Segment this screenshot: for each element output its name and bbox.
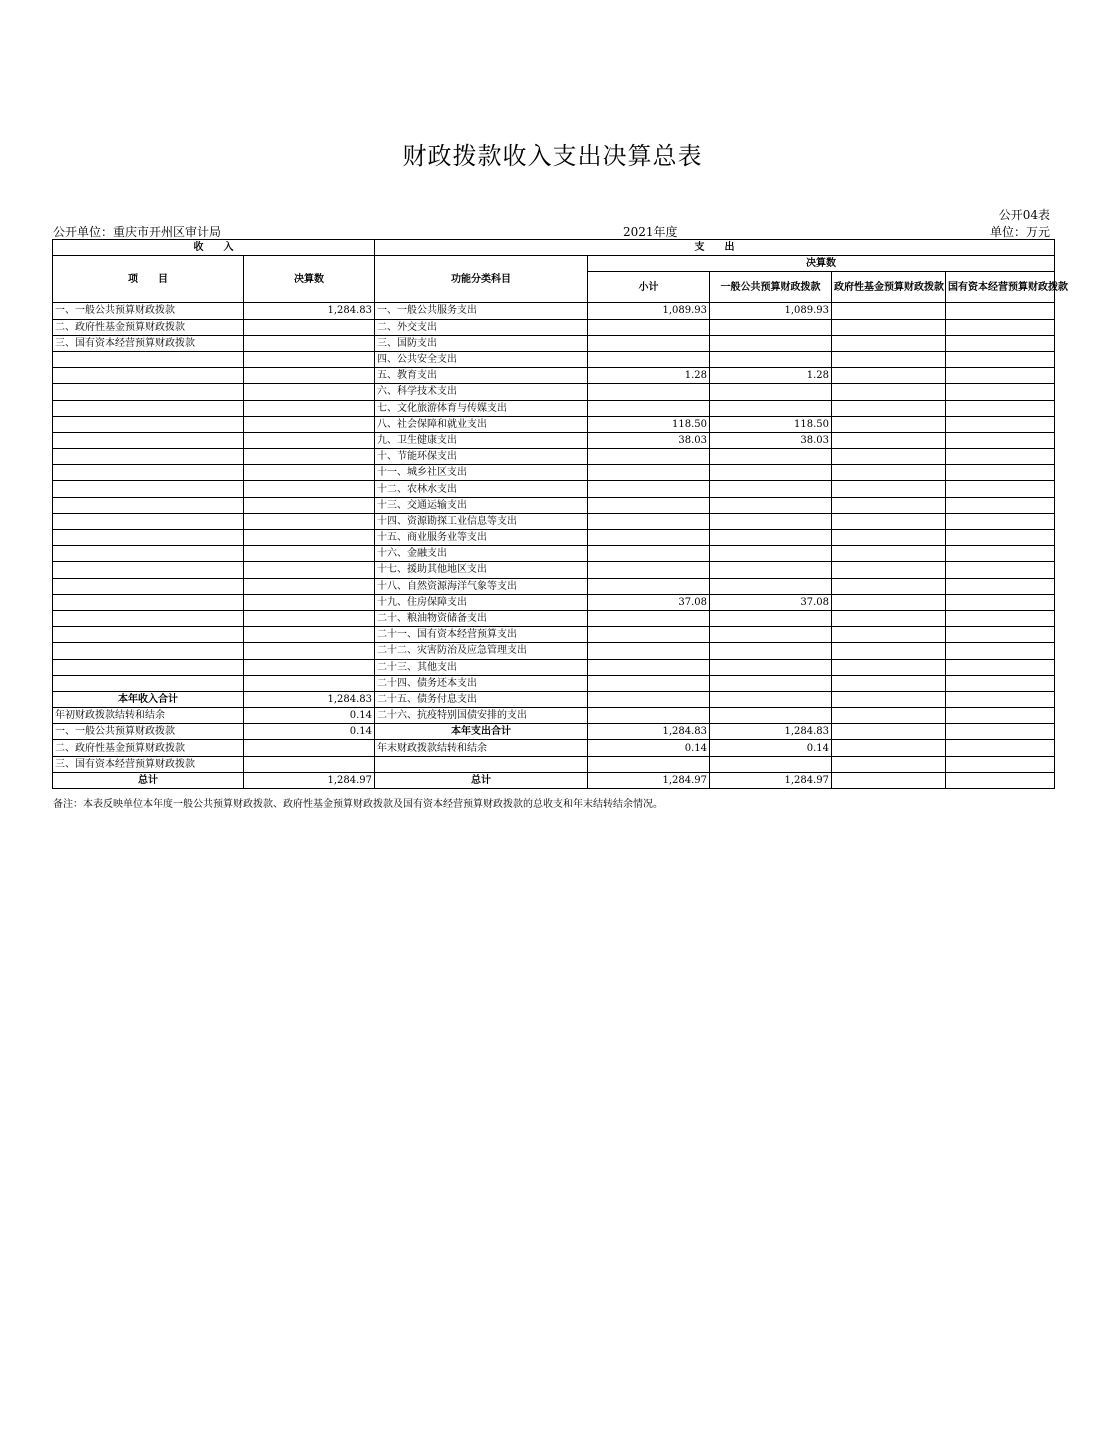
subtotal-cell: 118.50 <box>588 416 710 432</box>
general-budget-cell <box>710 578 832 594</box>
income-amount-cell <box>244 643 375 659</box>
table-row <box>53 578 1055 594</box>
subtotal-cell <box>588 659 710 675</box>
general-budget-cell: 1,284.97 <box>710 772 832 788</box>
expense-item-cell: 二十四、债务还本支出 <box>375 675 588 691</box>
expense-item-cell: 二十三、其他支出 <box>375 659 588 675</box>
income-amount-cell: 1,284.97 <box>244 772 375 788</box>
state-capital-cell <box>946 319 1055 335</box>
subtotal-cell <box>588 578 710 594</box>
subtotal-cell <box>588 708 710 724</box>
table-row <box>53 530 1055 546</box>
state-capital-cell <box>946 594 1055 610</box>
expense-item-cell: 十二、农林水支出 <box>375 481 588 497</box>
income-item-cell <box>53 351 244 367</box>
general-budget-cell <box>710 513 832 529</box>
expense-item-cell: 一、一般公共服务支出 <box>375 303 588 319</box>
general-budget-cell <box>710 691 832 707</box>
subtotal-header: 小计 <box>588 272 710 303</box>
table-row <box>53 756 1055 772</box>
expense-item-cell: 二十二、灾害防治及应急管理支出 <box>375 643 588 659</box>
expense-item-cell: 十、节能环保支出 <box>375 449 588 465</box>
general-budget-cell: 118.50 <box>710 416 832 432</box>
gov-fund-cell <box>832 708 946 724</box>
table-row <box>53 303 1055 319</box>
subtotal-cell: 1,284.83 <box>588 724 710 740</box>
expense-item-cell: 五、教育支出 <box>375 368 588 384</box>
final-amount-header-expense: 决算数 <box>588 256 1055 272</box>
expense-item-cell: 年末财政拨款结转和结余 <box>375 740 588 756</box>
state-capital-cell <box>946 351 1055 367</box>
income-amount-cell: 0.14 <box>244 724 375 740</box>
income-amount-cell <box>244 335 375 351</box>
income-amount-cell <box>244 675 375 691</box>
income-amount-cell: 1,284.83 <box>244 303 375 319</box>
income-item-cell <box>53 400 244 416</box>
income-amount-cell <box>244 319 375 335</box>
general-budget-cell <box>710 530 832 546</box>
general-budget-cell <box>710 351 832 367</box>
subtotal-cell <box>588 643 710 659</box>
subtotal-cell <box>588 497 710 513</box>
function-subject-header: 功能分类科目 <box>375 256 588 303</box>
state-capital-cell <box>946 691 1055 707</box>
expense-item-cell: 二、外交支出 <box>375 319 588 335</box>
expense-item-cell: 三、国防支出 <box>375 335 588 351</box>
report-meta <box>53 223 1052 239</box>
income-amount-cell <box>244 578 375 594</box>
income-item-cell <box>53 465 244 481</box>
general-budget-cell <box>710 675 832 691</box>
subtotal-cell <box>588 384 710 400</box>
income-item-cell <box>53 546 244 562</box>
subtotal-cell <box>588 691 710 707</box>
income-item-cell: 年初财政拨款结转和结余 <box>53 708 244 724</box>
general-budget-cell <box>710 319 832 335</box>
table-row <box>53 416 1055 432</box>
expense-item-cell: 八、社会保障和就业支出 <box>375 416 588 432</box>
gov-fund-cell <box>832 627 946 643</box>
income-amount-cell <box>244 659 375 675</box>
income-item-cell: 一、一般公共预算财政拨款 <box>53 724 244 740</box>
income-item-cell <box>53 513 244 529</box>
state-capital-cell <box>946 530 1055 546</box>
state-capital-header: 国有资本经营预算财政拨款 <box>946 272 1055 303</box>
income-amount-cell <box>244 368 375 384</box>
subtotal-cell <box>588 481 710 497</box>
table-row <box>53 335 1055 351</box>
income-item-cell: 二、政府性基金预算财政拨款 <box>53 319 244 335</box>
subtotal-cell <box>588 530 710 546</box>
income-item-cell <box>53 643 244 659</box>
expense-item-cell: 十三、交通运输支出 <box>375 497 588 513</box>
expense-item-cell: 十五、商业服务业等支出 <box>375 530 588 546</box>
subtotal-cell <box>588 351 710 367</box>
income-item-cell: 三、国有资本经营预算财政拨款 <box>53 335 244 351</box>
table-row <box>53 546 1055 562</box>
state-capital-cell <box>946 562 1055 578</box>
subtotal-cell: 37.08 <box>588 594 710 610</box>
general-budget-cell <box>710 659 832 675</box>
gov-fund-cell <box>832 416 946 432</box>
gov-fund-cell <box>832 319 946 335</box>
expense-item-cell: 四、公共安全支出 <box>375 351 588 367</box>
gov-fund-cell <box>832 497 946 513</box>
income-item-cell <box>53 675 244 691</box>
state-capital-cell <box>946 578 1055 594</box>
expense-item-cell: 六、科学技术支出 <box>375 384 588 400</box>
form-number: 公开04表 <box>998 208 1050 222</box>
income-amount-cell <box>244 497 375 513</box>
subtotal-cell <box>588 562 710 578</box>
income-item-cell: 二、政府性基金预算财政拨款 <box>53 740 244 756</box>
table-row <box>53 319 1055 335</box>
gov-fund-cell <box>832 481 946 497</box>
general-budget-cell: 1,284.83 <box>710 724 832 740</box>
table-row <box>53 691 1055 707</box>
expense-item-cell: 十四、资源勘探工业信息等支出 <box>375 513 588 529</box>
table-row <box>53 594 1055 610</box>
state-capital-cell <box>946 708 1055 724</box>
general-budget-cell <box>710 643 832 659</box>
income-amount-cell <box>244 416 375 432</box>
general-budget-cell <box>710 384 832 400</box>
expense-item-cell: 二十六、抗疫特别国债安排的支出 <box>375 708 588 724</box>
gov-fund-cell <box>832 546 946 562</box>
table-row <box>53 562 1055 578</box>
income-item-cell <box>53 497 244 513</box>
table-row <box>53 368 1055 384</box>
item-header: 项 目 <box>53 256 244 303</box>
general-budget-header: 一般公共预算财政拨款 <box>710 272 832 303</box>
expense-header: 支 出 <box>375 240 1055 256</box>
table-row <box>53 432 1055 448</box>
general-budget-cell <box>710 610 832 626</box>
general-budget-cell <box>710 627 832 643</box>
table-row <box>53 449 1055 465</box>
general-budget-cell: 37.08 <box>710 594 832 610</box>
gov-fund-cell <box>832 384 946 400</box>
gov-fund-cell <box>832 772 946 788</box>
subtotal-cell: 1.28 <box>588 368 710 384</box>
subtotal-cell <box>588 400 710 416</box>
subtotal-cell <box>588 513 710 529</box>
state-capital-cell <box>946 513 1055 529</box>
expense-item-cell <box>375 756 588 772</box>
income-item-cell: 一、一般公共预算财政拨款 <box>53 303 244 319</box>
income-amount-cell <box>244 756 375 772</box>
table-row <box>53 465 1055 481</box>
income-item-cell <box>53 594 244 610</box>
subtotal-cell: 0.14 <box>588 740 710 756</box>
income-item-cell <box>53 432 244 448</box>
subtotal-cell <box>588 627 710 643</box>
state-capital-cell <box>946 724 1055 740</box>
table-row <box>53 708 1055 724</box>
general-budget-cell: 0.14 <box>710 740 832 756</box>
income-amount-cell <box>244 562 375 578</box>
general-budget-cell <box>710 465 832 481</box>
income-amount-cell: 0.14 <box>244 708 375 724</box>
table-row <box>53 772 1055 788</box>
general-budget-cell <box>710 449 832 465</box>
gov-fund-cell <box>832 691 946 707</box>
income-amount-cell <box>244 513 375 529</box>
expense-item-cell: 本年支出合计 <box>375 724 588 740</box>
gov-fund-cell <box>832 610 946 626</box>
gov-fund-cell <box>832 449 946 465</box>
table-body <box>53 303 1055 789</box>
table-row <box>53 497 1055 513</box>
expense-item-cell: 十一、城乡社区支出 <box>375 465 588 481</box>
income-item-cell <box>53 416 244 432</box>
gov-fund-cell <box>832 578 946 594</box>
subtotal-cell <box>588 449 710 465</box>
expense-item-cell: 九、卫生健康支出 <box>375 432 588 448</box>
income-amount-cell <box>244 481 375 497</box>
income-amount-cell <box>244 627 375 643</box>
income-amount-cell <box>244 594 375 610</box>
gov-fund-cell <box>832 740 946 756</box>
state-capital-cell <box>946 481 1055 497</box>
expense-item-cell: 七、文化旅游体育与传媒支出 <box>375 400 588 416</box>
subtotal-cell <box>588 546 710 562</box>
subtotal-cell: 38.03 <box>588 432 710 448</box>
expense-item-cell: 十六、金融支出 <box>375 546 588 562</box>
table-row <box>53 627 1055 643</box>
appropriation-table <box>52 239 1068 789</box>
gov-fund-cell <box>832 400 946 416</box>
state-capital-cell <box>946 659 1055 675</box>
gov-fund-cell <box>832 303 946 319</box>
income-item-cell <box>53 659 244 675</box>
general-budget-cell <box>710 708 832 724</box>
table-row <box>53 610 1055 626</box>
expense-item-cell: 二十五、债务付息支出 <box>375 691 588 707</box>
subtotal-cell <box>588 675 710 691</box>
table-row <box>53 481 1055 497</box>
income-item-cell: 三、国有资本经营预算财政拨款 <box>53 756 244 772</box>
state-capital-cell <box>946 384 1055 400</box>
subtotal-cell <box>588 756 710 772</box>
income-item-cell <box>53 384 244 400</box>
subtotal-cell: 1,284.97 <box>588 772 710 788</box>
income-amount-cell <box>244 351 375 367</box>
state-capital-cell <box>946 643 1055 659</box>
table-row <box>53 643 1055 659</box>
general-budget-cell: 1.28 <box>710 368 832 384</box>
expense-item-cell: 二十一、国有资本经营预算支出 <box>375 627 588 643</box>
gov-fund-cell <box>832 659 946 675</box>
subtotal-cell <box>588 319 710 335</box>
income-amount-cell <box>244 465 375 481</box>
table-row <box>53 384 1055 400</box>
income-item-cell <box>53 627 244 643</box>
general-budget-cell <box>710 497 832 513</box>
state-capital-cell <box>946 772 1055 788</box>
gov-fund-cell <box>832 465 946 481</box>
income-amount-cell <box>244 740 375 756</box>
subtotal-cell <box>588 610 710 626</box>
currency-unit: 单位：万元 <box>989 225 1050 239</box>
state-capital-cell <box>946 675 1055 691</box>
general-budget-cell: 38.03 <box>710 432 832 448</box>
page-title: 财政拨款收入支出决算总表 <box>402 142 703 170</box>
state-capital-cell <box>946 465 1055 481</box>
income-item-cell <box>53 481 244 497</box>
income-item-cell: 总计 <box>53 772 244 788</box>
state-capital-cell <box>946 368 1055 384</box>
state-capital-cell <box>946 335 1055 351</box>
gov-fund-cell <box>832 530 946 546</box>
subtotal-cell: 1,089.93 <box>588 303 710 319</box>
table-row <box>53 740 1055 756</box>
gov-fund-cell <box>832 351 946 367</box>
subtotal-cell <box>588 465 710 481</box>
income-item-cell <box>53 530 244 546</box>
income-item-cell <box>53 562 244 578</box>
income-item-cell <box>53 449 244 465</box>
income-header: 收 入 <box>53 240 375 256</box>
state-capital-cell <box>946 610 1055 626</box>
general-budget-cell: 1,089.93 <box>710 303 832 319</box>
state-capital-cell <box>946 756 1055 772</box>
income-amount-cell <box>244 384 375 400</box>
gov-fund-cell <box>832 335 946 351</box>
table-row <box>53 513 1055 529</box>
gov-fund-cell <box>832 756 946 772</box>
expense-item-cell: 总计 <box>375 772 588 788</box>
general-budget-cell <box>710 756 832 772</box>
state-capital-cell <box>946 627 1055 643</box>
income-amount-cell <box>244 546 375 562</box>
general-budget-cell <box>710 546 832 562</box>
report-year: 2021年度 <box>623 225 678 239</box>
income-item-cell <box>53 578 244 594</box>
table-row <box>53 724 1055 740</box>
state-capital-cell <box>946 432 1055 448</box>
income-amount-cell <box>244 400 375 416</box>
income-amount-cell <box>244 610 375 626</box>
expense-item-cell: 十七、援助其他地区支出 <box>375 562 588 578</box>
income-amount-cell <box>244 449 375 465</box>
table-row <box>53 675 1055 691</box>
income-item-cell: 本年收入合计 <box>53 691 244 707</box>
general-budget-cell <box>710 335 832 351</box>
income-amount-cell: 1,284.83 <box>244 691 375 707</box>
final-amount-header: 决算数 <box>244 256 375 303</box>
gov-fund-cell <box>832 594 946 610</box>
gov-fund-cell <box>832 368 946 384</box>
general-budget-cell <box>710 481 832 497</box>
gov-fund-header: 政府性基金预算财政拨款 <box>832 272 946 303</box>
income-item-cell <box>53 610 244 626</box>
expense-item-cell: 十八、自然资源海洋气象等支出 <box>375 578 588 594</box>
state-capital-cell <box>946 400 1055 416</box>
expense-item-cell: 二十、粮油物资储备支出 <box>375 610 588 626</box>
income-item-cell <box>53 368 244 384</box>
general-budget-cell <box>710 400 832 416</box>
gov-fund-cell <box>832 562 946 578</box>
gov-fund-cell <box>832 724 946 740</box>
state-capital-cell <box>946 497 1055 513</box>
unit-name: 公开单位：重庆市开州区审计局 <box>53 225 222 239</box>
gov-fund-cell <box>832 675 946 691</box>
table-row <box>53 659 1055 675</box>
state-capital-cell <box>946 449 1055 465</box>
state-capital-cell <box>946 303 1055 319</box>
footnote: 备注：本表反映单位本年度一般公共预算财政拨款、政府性基金预算财政拨款及国有资本经营预算财政拨款的总收支和年末结转结余情况。 <box>53 799 663 810</box>
general-budget-cell <box>710 562 832 578</box>
expense-item-cell: 十九、住房保障支出 <box>375 594 588 610</box>
state-capital-cell <box>946 416 1055 432</box>
gov-fund-cell <box>832 432 946 448</box>
state-capital-cell <box>946 546 1055 562</box>
income-amount-cell <box>244 530 375 546</box>
subtotal-cell <box>588 335 710 351</box>
gov-fund-cell <box>832 513 946 529</box>
gov-fund-cell <box>832 643 946 659</box>
table-row <box>53 400 1055 416</box>
state-capital-cell <box>946 740 1055 756</box>
income-amount-cell <box>244 432 375 448</box>
table-row <box>53 351 1055 367</box>
